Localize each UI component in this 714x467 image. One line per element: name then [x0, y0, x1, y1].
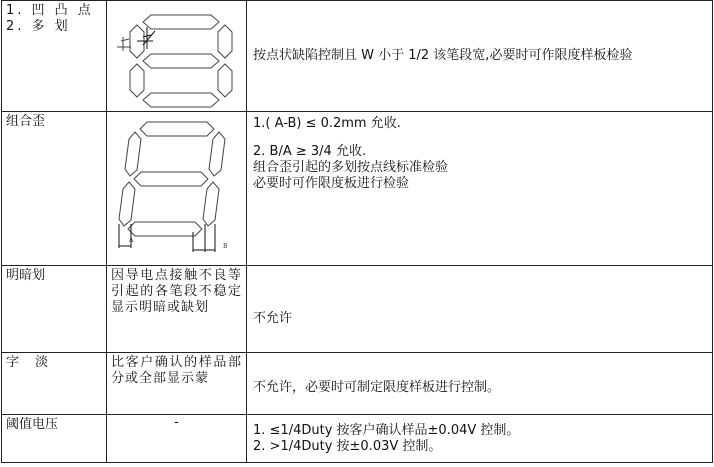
figure-cell — [107, 1, 247, 112]
category-cell — [2, 353, 107, 415]
criteria-cell — [247, 266, 713, 353]
segment-defect-figure — [107, 1, 246, 111]
figure-label-a: A — [129, 237, 134, 244]
category-text: 组合歪 — [6, 114, 46, 129]
table-row — [2, 266, 713, 353]
criteria-line: 组合歪引起的多划按点线标准检验 — [253, 160, 449, 175]
criteria-cell — [247, 353, 713, 415]
criteria-line: 1.( A-B) ≤ 0.2mm 允收. — [253, 116, 401, 131]
inspection-spec-table — [1, 0, 713, 463]
category-cell — [2, 1, 107, 112]
misalignment-figure — [107, 112, 246, 265]
cause-cell — [107, 353, 247, 415]
figure-cell — [107, 112, 247, 266]
category-cell — [2, 266, 107, 353]
criteria-line: 2. B/A ≥ 3/4 允收. — [253, 144, 367, 159]
cause-cell — [107, 415, 247, 463]
category-text: 明暗划 — [6, 268, 46, 283]
criteria-cell — [247, 415, 713, 463]
category-line: 1. 凹 凸 点 — [6, 3, 94, 18]
criteria-line: 1. ≤1/4Duty 按客户确认样品±0.04V 控制。 — [253, 423, 520, 438]
criteria-line: 必要时可作限度板进行检验 — [253, 176, 410, 191]
figure-label-b: B — [223, 243, 228, 250]
cause-text: - — [174, 415, 179, 430]
cause-text: 因导电点接触不良等引起的各笔段不稳定显示明暗或缺划 — [111, 268, 242, 315]
table-row — [2, 415, 713, 463]
criteria-cell — [247, 1, 713, 112]
category-text: 阈值电压 — [6, 417, 59, 432]
category-line: 2. 多 划 — [6, 19, 71, 34]
criteria-cell — [247, 112, 713, 266]
table-row — [2, 353, 713, 415]
category-cell — [2, 112, 107, 266]
criteria-text: 按点状缺陷控制且 W 小于 1/2 该笔段宽,必要时可作限度样板检验 — [253, 48, 633, 63]
category-cell — [2, 415, 107, 463]
cause-cell — [107, 266, 247, 353]
category-text: 字 淡 — [6, 355, 55, 370]
criteria-line: 2. >1/4Duty 按±0.03V 控制。 — [253, 439, 442, 454]
table-row — [2, 112, 713, 266]
criteria-text: 不允许 — [253, 311, 293, 326]
criteria-text: 不允许，必要时可制定限度样板进行控制。 — [253, 379, 501, 395]
cause-text: 比客户确认的样品部分或全部显示蒙 — [111, 355, 242, 386]
table-row — [2, 1, 713, 112]
